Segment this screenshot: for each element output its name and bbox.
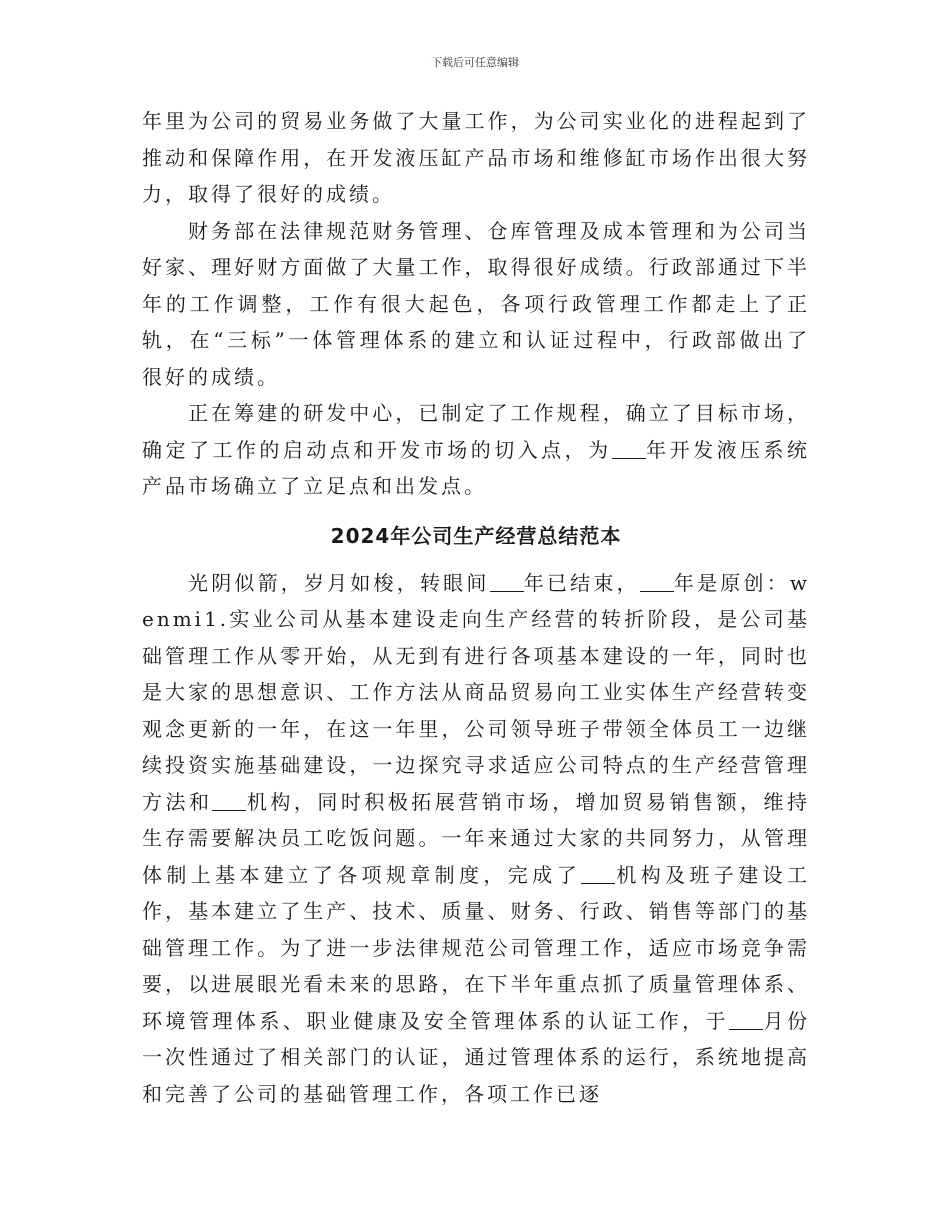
paragraph-finance-admin: 财务部在法律规范财务管理、仓库管理及成本管理和为公司当好家、理好财方面做了大量工作，取得很好成绩。行政部通过下半年的工作调整，工作有很大起色，各项行政管理工作都走上了正轨，在“三标”一体管理体系的建立和认证过程中，行政部做出了很好的成绩。 [142,218,810,389]
text-segment: 年是原创：wenmi1.实业公司从基本建设走向生产经营的转折阶段，是公司基础管理工作从零开始，从无到有进行各项基本建设的一年，同时也是大家的思想意识、工作方法从商品贸易向工业实体生产经营转变观念更新的一年，在这一年里，公司领导班子带领全体员工一边继续投资实施基础建设，一边探究寻求适应公司特点的生产经营管理方法和 [142,570,811,814]
fill-blank [612,440,646,459]
page-header-note: 下载后可任意编辑 [431,56,519,69]
text-segment: 月份一次性通过了相关部门的认证，通过管理体系的运行，系统地提高和完善了公司的基础管理工作，各项工作已逐 [142,1008,811,1106]
fill-blank [640,573,674,592]
text-segment: 年开发液压系统产品市场确立了立足点和出发点。 [142,437,811,498]
fill-blank [581,865,615,884]
fill-blank [490,573,524,592]
text-segment: 年已结束， [523,570,640,595]
paragraph-trade-work: 年里为公司的贸易业务做了大量工作，为公司实业化的进程起到了推动和保障作用，在开发液压缸产品市场和维修缸市场作出很大努力，取得了很好的成绩。 [142,109,810,206]
text-segment: 正在筹建的研发中心，已制定了工作规程，确立了目标市场，确定了工作的启动点和开发市场的切入点，为 [142,401,810,462]
section-title: 2024年公司生产经营总结范本 [330,523,622,548]
paragraph-summary [142,565,810,1113]
paragraph-rd-center [142,395,810,505]
text-segment: 光阴似箭，岁月如梭，转眼间 [188,570,490,595]
document-body [142,103,810,1112]
fill-blank [729,1011,763,1030]
text-segment: 机构，同时积极拓展营销市场，增加贸易销售额，维持生存需要解决员工吃饭问题。一年来通过大家的共同努力，从管理体制上基本建立了各项规章制度，完成了 [142,789,811,887]
fill-blank [212,792,246,811]
text-segment: 机构及班子建设工作，基本建立了生产、技术、质量、财务、行政、销售等部门的基础管理工作。为了进一步法律规范公司管理工作，适应市场竞争需要，以进展眼光看未来的思路，在下半年重点抓了质量管理体系、环境管理体系、职业健康及安全管理体系的认证工作，于 [142,862,811,1033]
